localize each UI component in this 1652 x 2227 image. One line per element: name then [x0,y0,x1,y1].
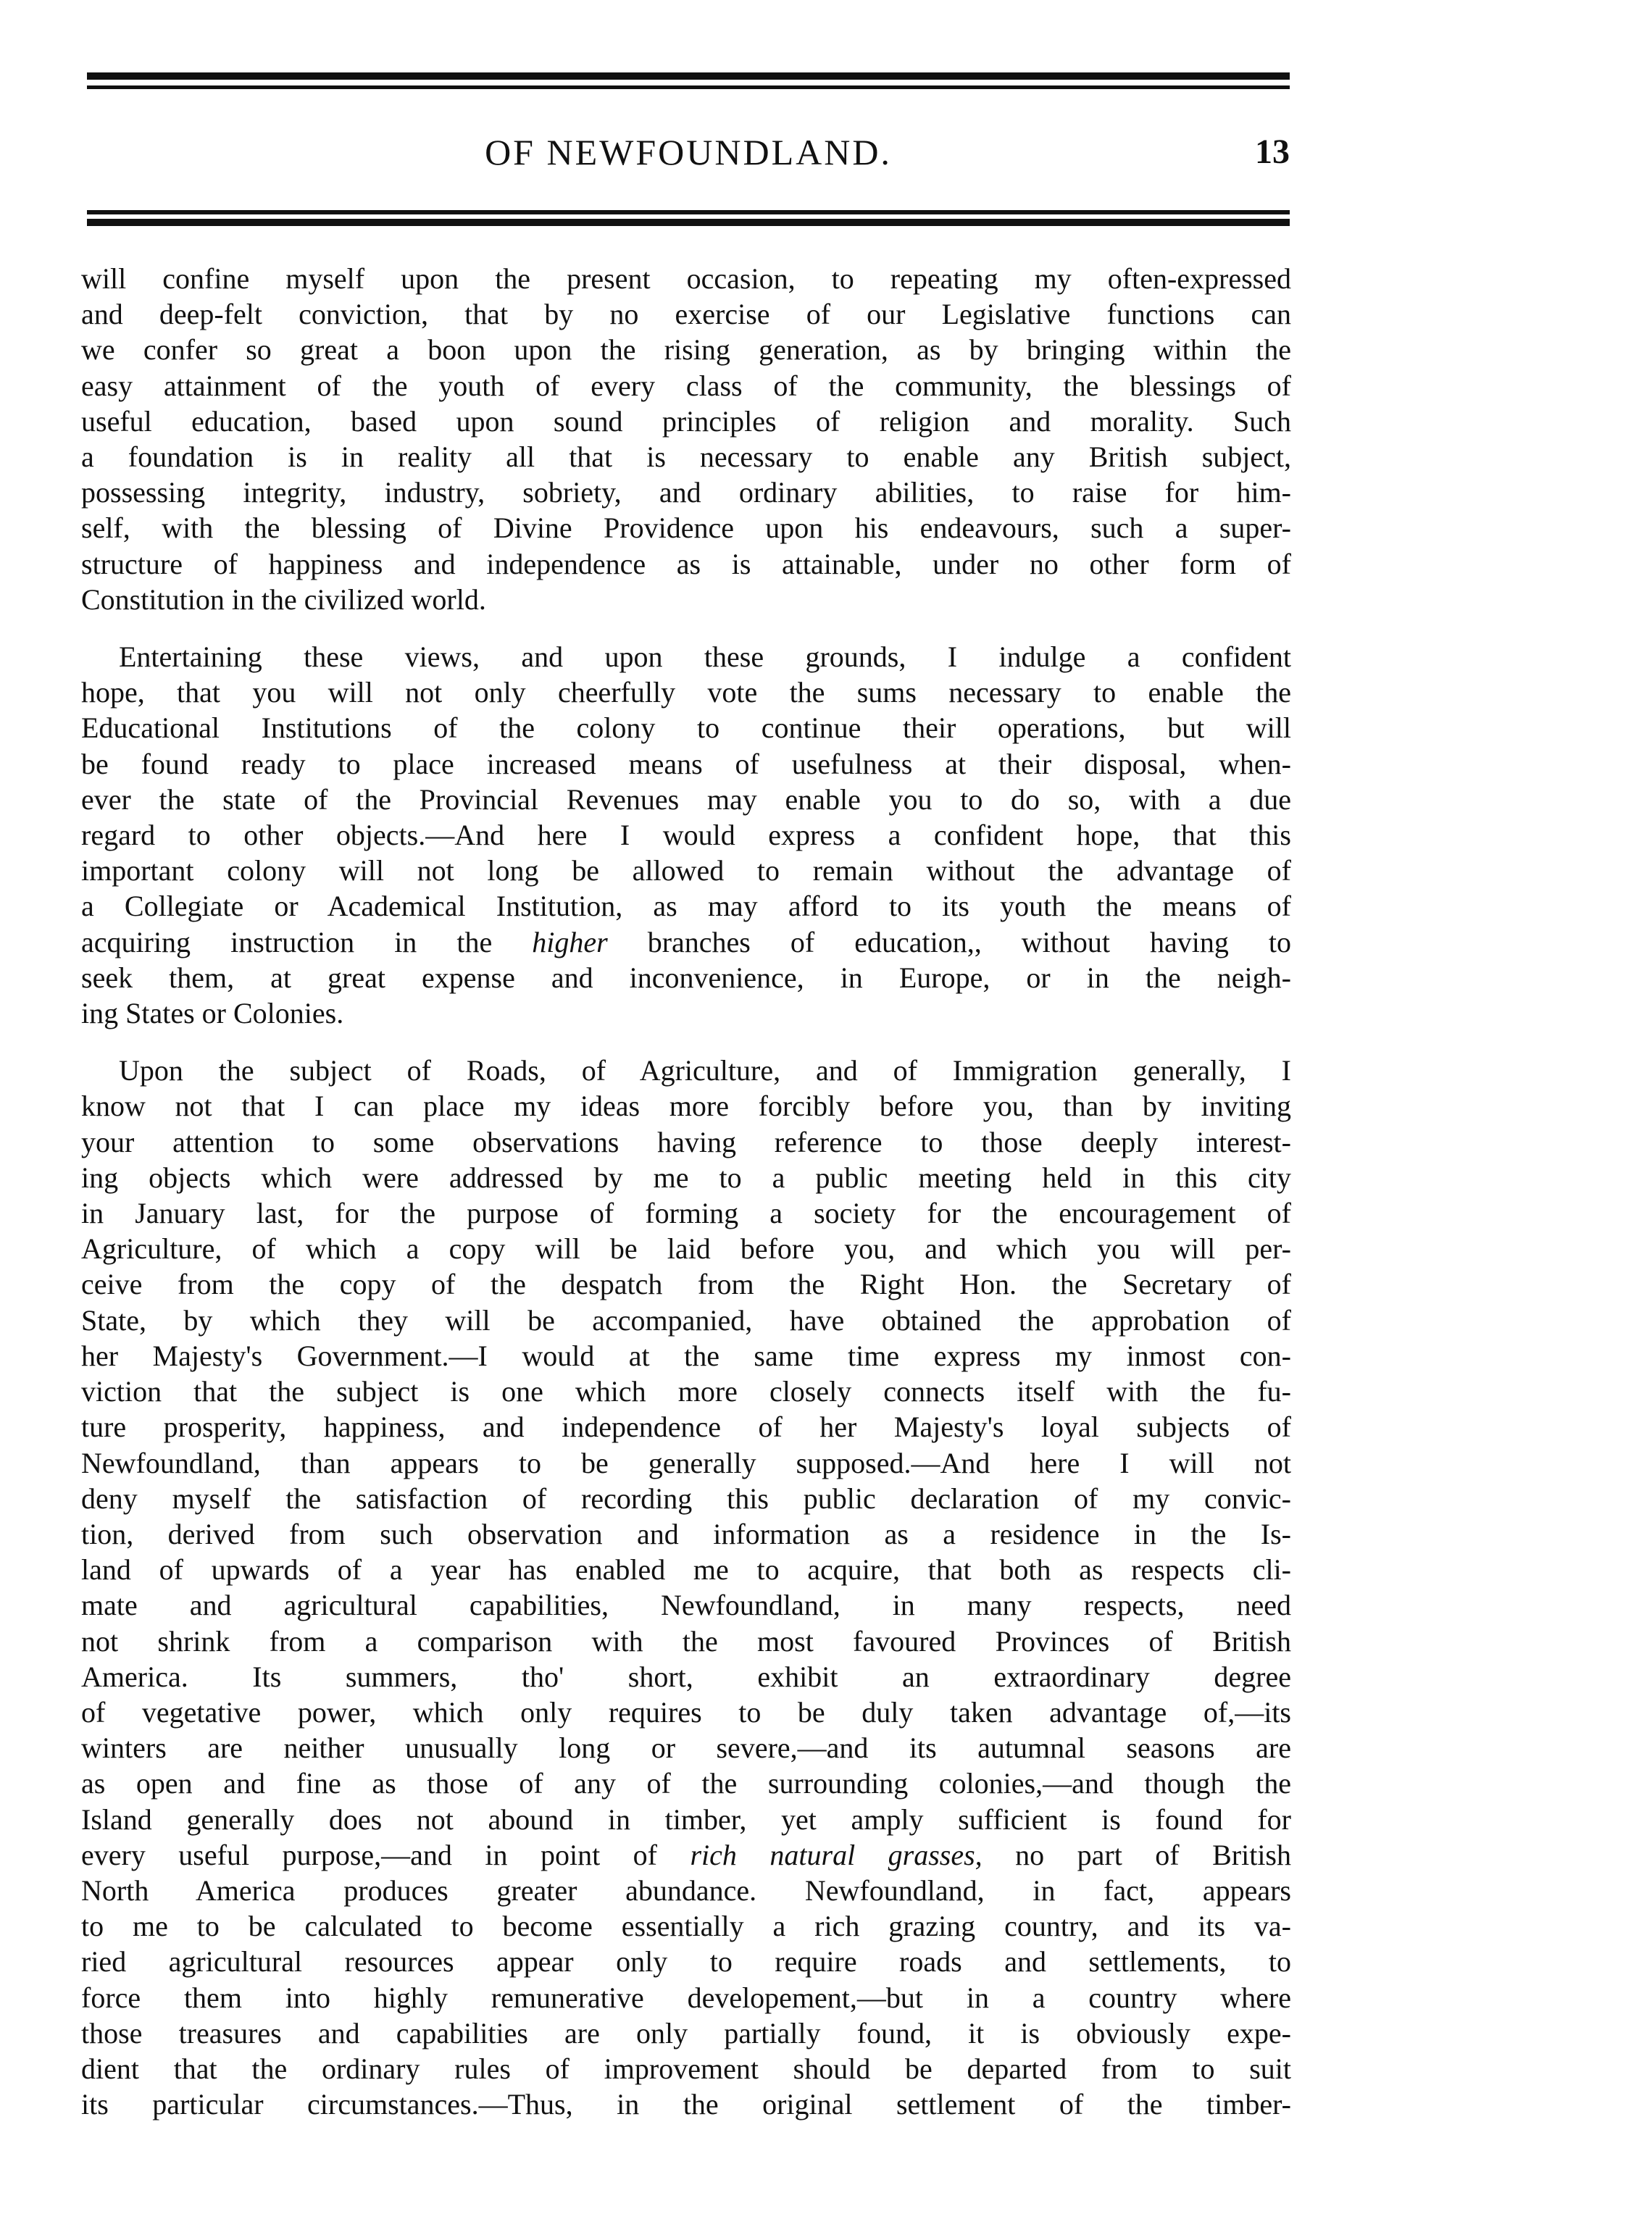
text-line: useful education, based upon sound principles of religion and morality. Such [81,404,1291,438]
text-line: State, by which they will be accompanied, have obtained the approbation of [81,1303,1291,1337]
text-segment: branches of education,, without having to [607,925,1291,958]
text-line: Island generally does not abound in timber, yet amply sufficient is found for [81,1802,1291,1836]
text-line: North America produces greater abundance. Newfoundland, in fact, appears [81,1873,1291,1907]
text-line: ing States or Colonies. [81,997,344,1030]
text-line: mate and agricultural capabilities, Newfoundland, in many respects, need [81,1589,1291,1622]
text-line: seek them, at great expense and inconvenience, in Europe, or in the neigh- [81,961,1291,994]
text-line: ture prosperity, happiness, and independence of her Majesty's loyal subjects of [81,1411,1291,1444]
text-line: hope, that you will not only cheerfully vote the sums necessary to enable the [81,676,1291,709]
text-line: ing objects which were addressed by me to a public meeting held in this city [81,1161,1291,1194]
italic-emphasis: rich natural grasses, [690,1838,983,1871]
text-line: self, with the blessing of Divine Providence upon his endeavours, such a super- [81,511,1291,545]
text-line: easy attainment of the youth of every class of the community, the blessings of [81,369,1291,402]
text-line: as open and fine as those of any of the surrounding colonies,—and though the [81,1767,1291,1800]
text-line: be found ready to place increased means of usefulness at their disposal, when- [81,747,1291,780]
text-line: regard to other objects.—And here I would express a confident hope, that this [81,819,1291,852]
text-line: those treasures and capabilities are only partially found, it is obviously expe- [81,2016,1291,2050]
text-line: possessing integrity, industry, sobriety, and ordinary abilities, to raise for him- [81,476,1291,509]
text-line-with-italic [81,924,1291,960]
text-line: her Majesty's Government.—I would at the same time express my inmost con- [81,1339,1291,1372]
text-line: structure of happiness and independence as is attainable, under no other form of [81,547,1291,580]
header-rule-bottom-thin [87,210,1290,214]
text-line: its particular circumstances.—Thus, in the original settlement of the timber- [81,2088,1291,2121]
text-line: dient that the ordinary rules of improvement should be departed from to suit [81,2052,1291,2085]
header-rule-top-thick [87,72,1290,80]
paragraph-educational-institutions [81,639,1291,1031]
text-line: deny myself the satisfaction of recording this public declaration of my convic- [81,1482,1291,1515]
text-line: Upon the subject of Roads, of Agriculture, and of Immigration generally, I [119,1054,1291,1087]
text-line: and deep-felt conviction, that by no exercise of our Legislative functions can [81,298,1291,331]
body-text [81,261,1291,2144]
text-line: winters are neither unusually long or severe,—and its autumnal seasons are [81,1731,1291,1765]
header-rule-bottom-thick [87,219,1290,226]
text-line: we confer so great a boon upon the rising generation, as by bringing within the [81,333,1291,367]
text-line: land of upwards of a year has enabled me to acquire, that both as respects cli- [81,1553,1291,1587]
text-line: force them into highly remunerative developement,—but in a country where [81,1981,1291,2014]
text-line: ceive from the copy of the despatch from the Right Hon. the Secretary of [81,1268,1291,1301]
text-line: Educational Institutions of the colony to continue their operations, but will [81,711,1291,745]
text-line: ever the state of the Provincial Revenues may enable you to do so, with a due [81,782,1291,816]
text-line: to me to be calculated to become essentially a rich grazing country, and its va- [81,1910,1291,1943]
text-line: Newfoundland, than appears to be generally supposed.—And here I will not [81,1446,1291,1479]
text-segment: acquiring instruction in the [81,925,533,958]
text-line: viction that the subject is one which more closely connects itself with the fu- [81,1375,1291,1408]
text-line: tion, derived from such observation and information as a residence in the Is- [81,1517,1291,1550]
text-line: of vegetative power, which only requires to be duly taken advantage of,—its [81,1695,1291,1729]
header-rule-top-thin [87,85,1290,89]
text-line: a foundation is in reality all that is necessary to enable any British subject, [81,440,1291,474]
text-line: Constitution in the civilized world. [81,582,486,616]
text-line: important colony will not long be allowed to remain without the advantage of [81,854,1291,887]
paragraph-education-conviction [81,261,1291,617]
text-line-with-italic [81,1837,1291,1873]
text-line: a Collegiate or Academical Institution, as may afford to its youth the means of [81,890,1291,923]
text-line: will confine myself upon the present occasion, to repeating my often-expressed [81,262,1291,295]
running-title: OF NEWFOUNDLAND. [485,132,892,172]
text-line: America. Its summers, tho' short, exhibit an extraordinary degree [81,1660,1291,1693]
running-head [87,123,1290,181]
text-line: Agriculture, of which a copy will be laid before you, and which you will per- [81,1232,1291,1266]
text-line: not shrink from a comparison with the most favoured Provinces of British [81,1624,1291,1658]
text-segment: every useful purpose,—and in point of [81,1838,691,1871]
text-line: your attention to some observations having reference to those deeply interest- [81,1125,1291,1158]
text-line: know not that I can place my ideas more forcibly before you, than by inviting [81,1090,1291,1123]
text-segment: no part of British [982,1838,1291,1871]
text-line: in January last, for the purpose of forming a society for the encouragement of [81,1197,1291,1230]
text-line: ried agricultural resources appear only to require roads and settlements, to [81,1945,1291,1979]
text-line: Entertaining these views, and upon these grounds, I indulge a confident [119,640,1291,674]
paragraph-roads-agriculture [81,1053,1291,2122]
italic-emphasis: higher [532,925,608,958]
page-number: 13 [1255,133,1290,171]
